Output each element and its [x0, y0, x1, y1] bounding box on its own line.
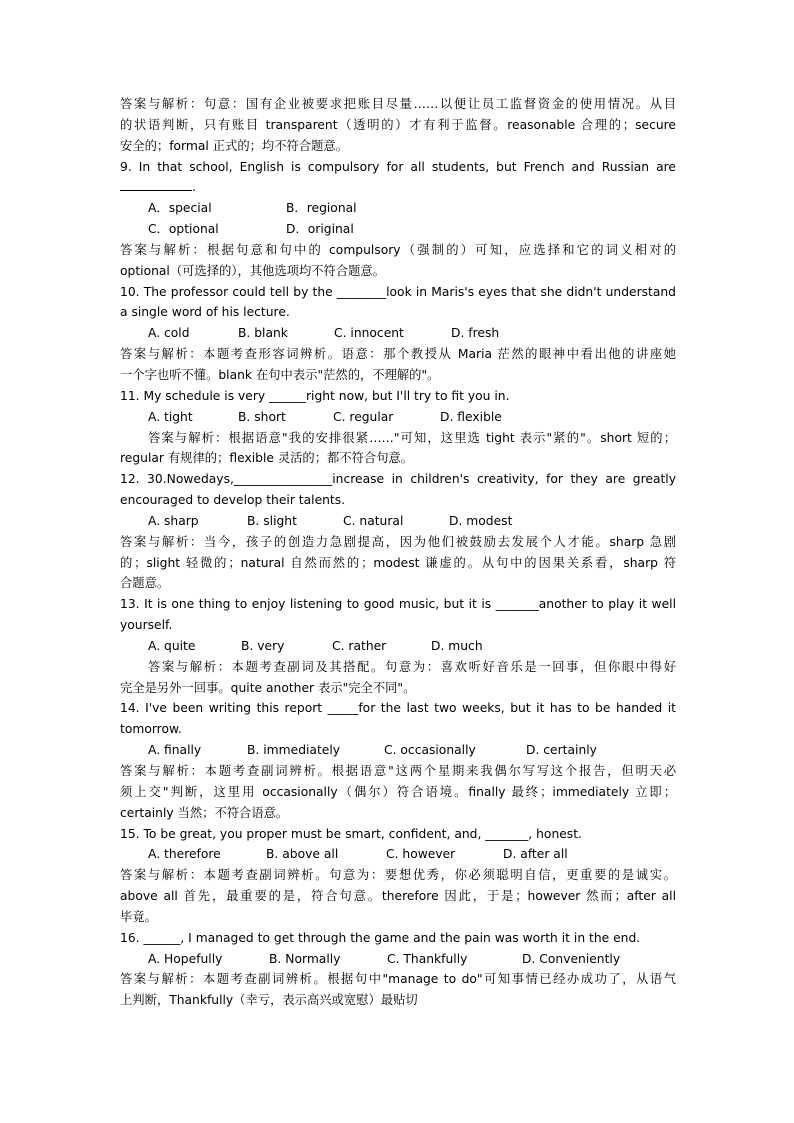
option-item: A．special	[148, 201, 212, 216]
option-item: D. modest	[449, 513, 513, 528]
answer-options	[120, 844, 676, 865]
option-item: B. short	[238, 409, 286, 424]
option-item: B. very	[241, 638, 285, 653]
text-line: 16. ______, I managed to get through the game and the pain was worth it in the end.	[120, 930, 641, 945]
text-line: 答案与解析：当今，孩子的创造力急剧提高，因为他们被鼓励去发展个人才能。sharp 急剧	[120, 534, 676, 549]
option-item: D. after all	[503, 847, 568, 862]
text-line: 10. The professor could tell by the ________look in Maris's eyes that she didn't understand	[120, 284, 676, 299]
text-line: 14. I've been writing this report _____for the last two weeks, but it has to be handed it	[120, 701, 676, 716]
option-item: C. regular	[333, 409, 394, 424]
text-line: 毕竟。	[120, 909, 157, 924]
text-line: regular 有规律的；flexible 灵活的；都不符合句意。	[120, 451, 414, 466]
option-item: C. Thankfully	[387, 951, 468, 966]
text-line: yourself.	[120, 618, 173, 633]
text-line: 的状语判断，只有账目 transparent（透明的）才有利于监督。reasonable 合理的；secure	[120, 117, 676, 132]
text-line: 答案与解析：本题考查副词辨析。句意为：要想优秀，你必须聪明自信，更重要的是诚实。	[120, 868, 676, 883]
text-line: 安全的；formal 正式的；均不符合题意。	[120, 138, 348, 153]
text-line: 答案与解析：根据句意和句中的 compulsory（强制的）可知，应选择和它的词义相对的	[120, 242, 676, 257]
answer-options	[120, 511, 676, 532]
option-item: B. above all	[266, 847, 339, 862]
option-item: C. however	[386, 847, 456, 862]
text-line: above all 首先，最重要的是，符合句意。therefore 因此，于是；however 然而；after all	[120, 889, 676, 904]
text-line: certainly 当然；不符合语意。	[120, 805, 289, 820]
option-item: C．optional	[148, 222, 219, 237]
text-line: 的；slight 轻微的；natural 自然而然的；modest 谦虚的。从句中的因果关系看，sharp 符	[120, 555, 676, 570]
text-line: 答案与解析：根据语意"我的安排很紧……"可知，这里选 tight 表示"紧的"。short 短的；	[148, 430, 676, 445]
option-item: D. Conveniently	[522, 951, 621, 966]
text-line: 9. In that school, English is compulsory for all students, but French and Russian are	[120, 159, 676, 174]
text-line: 答案与解析：句意：国有企业被要求把账目尽量……以便让员工监督资金的使用情况。从目	[120, 97, 676, 111]
option-item: A. cold	[148, 326, 190, 341]
option-item: A. sharp	[148, 513, 199, 528]
answer-options	[120, 407, 676, 428]
answer-options	[120, 636, 676, 657]
text-line: 合题意。	[120, 576, 170, 591]
text-line: 答案与解析：本题考查副词辨析。根据语意"这两个星期来我偶尔写写这个报告，但明天必	[120, 764, 676, 778]
option-item: A. therefore	[148, 847, 221, 862]
option-item: B．regional	[286, 201, 357, 216]
text-line: tomorrow.	[120, 722, 182, 737]
option-item: D. certainly	[526, 743, 597, 758]
option-item: C. occasionally	[384, 743, 476, 758]
text-line: 一个字也听不懂。blank 在句中表示"茫然的，不理解的"。	[120, 367, 440, 382]
option-item: B. immediately	[247, 743, 341, 758]
option-item: A. finally	[148, 743, 202, 758]
text-line: a single word of his lecture.	[120, 305, 290, 320]
option-item: A. tight	[148, 409, 193, 424]
text-line: optional（可选择的），其他选项均不符合题意。	[120, 263, 386, 278]
blank-suffix: .	[192, 180, 196, 195]
text-line: 15. To be great, you proper must be smart, confident, and, _______, honest.	[120, 826, 582, 841]
option-item: C. rather	[332, 638, 387, 653]
text-line: encouraged to develop their talents.	[120, 493, 346, 508]
option-item: D. flexible	[440, 409, 502, 424]
option-item: D. fresh	[451, 326, 500, 341]
answer-options	[120, 740, 676, 761]
text-line: 答案与解析：本题考查副词辨析。根据句中"manage to do"可知事情已经办成功了，从语气	[120, 972, 676, 987]
option-item: A. quite	[148, 638, 196, 653]
text-line: 13. It is one thing to enjoy listening to good music, but it is _______another to play it well	[120, 597, 676, 612]
text-line: 须上交"判断，这里用 occasionally（偶尔）符合语境。finally 最终；immediately 立即；	[120, 784, 676, 799]
text-line: 答案与解析：本题考查副词及其搭配。句意为：喜欢听好音乐是一回事，但你眼中得好	[148, 659, 676, 674]
option-item: D. much	[431, 638, 483, 653]
text-line: 上判断，Thankfully（幸亏，表示高兴或宽慰）最贴切	[120, 993, 418, 1008]
option-item: C. natural	[343, 513, 404, 528]
text-line: 12. 30.Nowedays,________________increase in children's creativity, for they are greatly	[120, 472, 676, 487]
option-item: D．original	[286, 222, 354, 237]
option-item: C. innocent	[334, 326, 404, 341]
text-line: 11. My schedule is very ______right now, but I'll try to fit you in.	[120, 388, 510, 403]
option-item: B. blank	[238, 326, 288, 341]
answer-options	[120, 323, 676, 344]
option-item: B. Normally	[269, 951, 341, 966]
answer-options	[120, 198, 676, 219]
text-line: 答案与解析：本题考查形容词辨析。语意：那个教授从 Maria 茫然的眼神中看出他的讲座她	[120, 347, 676, 362]
text-line: 完全是另外一回事。quite another 表示"完全不同"。	[120, 680, 416, 695]
answer-blank-line	[120, 177, 676, 198]
fill-in-blank	[120, 177, 192, 191]
document-page	[120, 94, 676, 1011]
answer-options	[120, 949, 676, 970]
option-item: B. slight	[247, 513, 297, 528]
answer-options	[120, 219, 676, 240]
option-item: A. Hopefully	[148, 951, 223, 966]
